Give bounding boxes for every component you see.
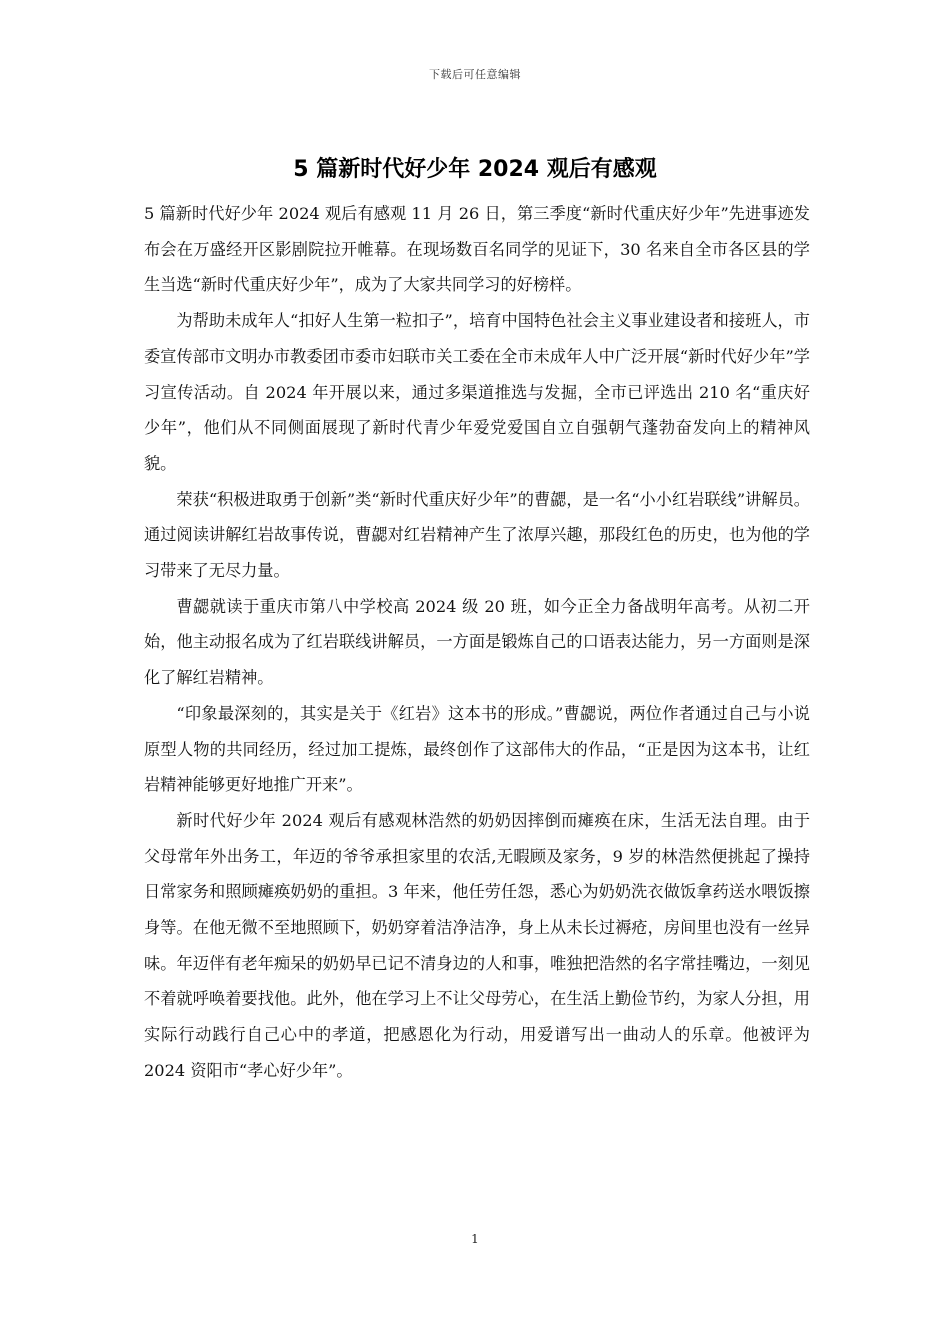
document-body bbox=[144, 196, 810, 1089]
paragraph-4: 曹勰就读于重庆市第八中学校高 2024 级 20 班，如今正全力备战明年高考。从初二开始，他主动报名成为了红岩联线讲解员，一方面是锻炼自己的口语表达能力，另一方面则是深化了解红岩精神。 bbox=[144, 596, 810, 688]
paragraph-1: 5 篇新时代好少年 2024 观后有感观 11 月 26 日，第三季度“新时代重庆好少年”先进事迹发布会在万盛经开区影剧院拉开帷幕。在现场数百名同学的见证下，30 名来自全市各区县的学生当选“新时代重庆好少年”，成为了大家共同学习的好榜样。 bbox=[144, 204, 810, 295]
document-title: 5 篇新时代好少年 2024 观后有感观 bbox=[293, 157, 657, 182]
paragraph-2: 为帮助未成年人“扣好人生第一粒扣子”，培育中国特色社会主义事业建设者和接班人，市委宣传部市文明办市教委团市委市妇联市关工委在全市未成年人中广泛开展“新时代好少年”学习宣传活动。自 2024 年开展以来，通过多渠道推选与发掘，全市已评选出 210 名“重庆好少年”，他们从不同侧面展现了新时代青少年爱党爱国自立自强朝气蓬勃奋发向上的精神风貌。 bbox=[144, 311, 810, 473]
paragraph-5: “印象最深刻的，其实是关于《红岩》这本书的形成。”曹勰说，两位作者通过自己与小说原型人物的共同经历，经过加工提炼，最终创作了这部伟大的作品，“正是因为这本书，让红岩精神能够更好地推广开来”。 bbox=[144, 703, 810, 795]
paragraph-3: 荣获“积极进取勇于创新”类“新时代重庆好少年”的曹勰，是一名“小小红岩联线”讲解员。通过阅读讲解红岩故事传说，曹勰对红岩精神产生了浓厚兴趣，那段红色的历史，也为他的学习带来了无尽力量。 bbox=[144, 489, 810, 581]
paragraph-6: 新时代好少年 2024 观后有感观林浩然的奶奶因摔倒而瘫痪在床，生活无法自理。由于父母常年外出务工，年迈的爷爷承担家里的农活,无暇顾及家务，9 岁的林浩然便挑起了操持日常家务和照顾瘫痪奶奶的重担。3 年来，他任劳任怨，悉心为奶奶洗衣做饭拿药送水喂饭擦身等。在他无微不至地照顾下，奶奶穿着洁净洁净，身上从未长过褥疮，房间里也没有一丝异味。年迈伴有老年痴呆的奶奶早已记不清身边的人和事，唯独把浩然的名字常挂嘴边，一刻见不着就呼唤着要找他。此外，他在学习上不让父母劳心，在生活上勤俭节约，为家人分担，用实际行动践行自己心中的孝道，把感恩化为行动，用爱谱写出一曲动人的乐章。他被评为 2024 资阳市“孝心好少年”。 bbox=[144, 810, 810, 1080]
header-note: 下载后可任意编辑 bbox=[429, 68, 521, 81]
page-number: 1 bbox=[471, 1232, 479, 1246]
